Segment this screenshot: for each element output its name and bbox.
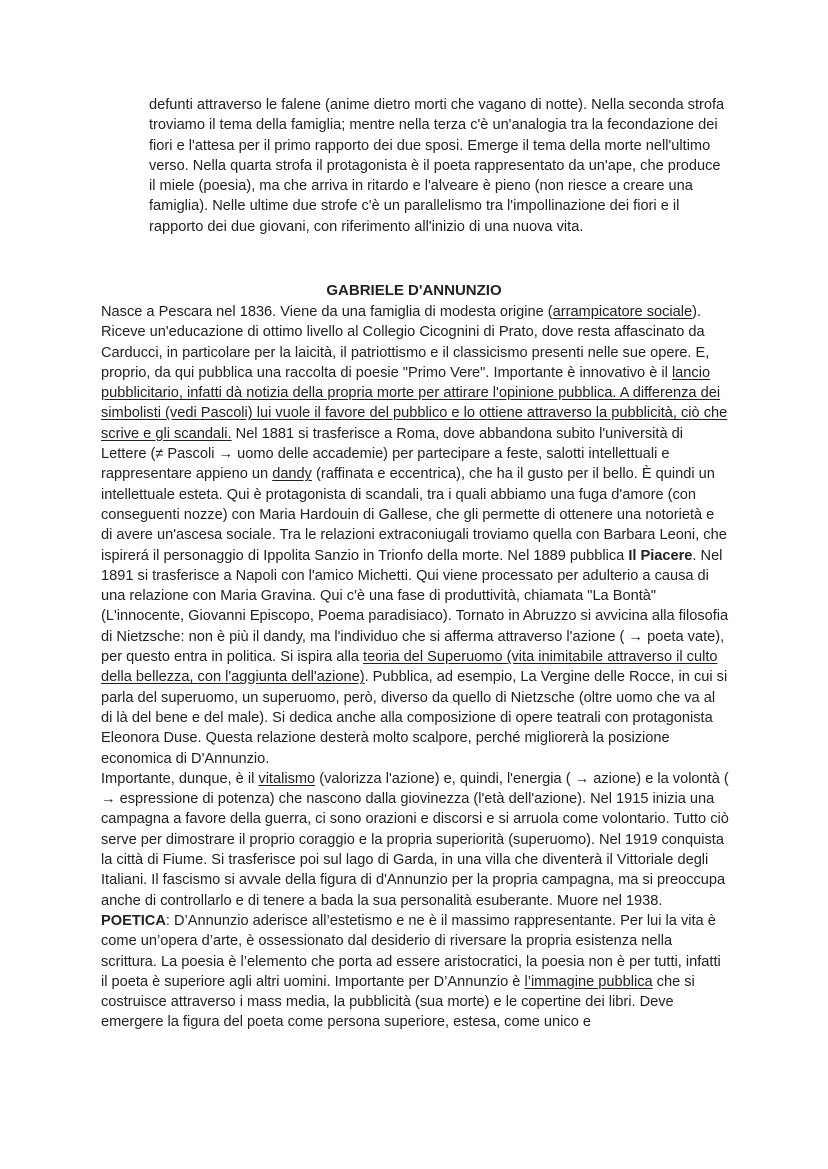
biography-body bbox=[101, 302, 729, 1033]
bold-heading: POETICA bbox=[101, 912, 166, 929]
text-run: ). Riceve un'educazione di ottimo livello al Collegio Cicognini di Prato, dove resta affascinato da Carducci, in particolare per la laicità, il patriottismo e il classicismo presenti nelle sue opere. E, proprio, da qui pubblica una raccolta di poesie "Primo Vere". Importante è innovativo è il bbox=[101, 304, 710, 381]
text-run: (valorizza l'azione) e, quindi, l'energia ( → azione) e la volontà ( → espressione di potenza) che nascono dalla giovinezza (l'età dell'azione). Nel 1915 inizia una campagna a favore della guerra, ci sono orazioni e discorsi e si arruola come volontario. Tutto ciò serve per dimostrare il proprio coraggio e la propria superiorità (superuomo). Nel 1919 conquista la città di Fiume. Si trasferisce poi sul lago di Garda, in una villa che diventerà il Vittoriale degli Italiani. Il fascismo si avvale della figura di d'Annunzio per la propria campagna, ma si preoccupa anche di controllarlo e di tenere a bada la sua personalità esuberante. Muore nel 1938. bbox=[101, 770, 729, 909]
text-run: Nel 1881 si trasferisce a Roma, dove abbandona subito l'università di Lettere (≠ Pascoli → uomo delle accademie) per partecipare a feste, salotti intellettuali e rappresentare appieno un bbox=[101, 425, 683, 483]
intro-paragraph bbox=[149, 95, 729, 237]
text-run: . Nel 1891 si trasferisce a Napoli con l'amico Michetti. Qui viene processato per adulterio a causa di una relazione con Maria Gravina. Qui c'è una fase di produttività, chiamata "La Bontà" (L'innocente, Giovanni Episcopo, Poema paradisiaco). Tornato in Abruzzo si avvicina alla filosofia di Nietzsche: non è più il dandy, ma l'individuo che si afferma attraverso l'azione ( → poeta vate), per questo entra in politica. Si ispira alla bbox=[101, 547, 729, 666]
poetica-paragraph bbox=[101, 911, 729, 1033]
underlined-text: lancio pubblicitario, infatti dà notizia della propria morte per attirare l'opinione pubblica. A differenza dei simbolisti (vedi Pascoli) lui vuole il favore del pubblico e lo ottiene attraverso la pubblicità, ciò che scrive e gli scandali. bbox=[101, 364, 728, 442]
underlined-text: arrampicatore sociale bbox=[552, 304, 693, 320]
text-run: Importante, dunque, è il bbox=[101, 770, 259, 787]
underlined-text: dandy bbox=[272, 466, 312, 483]
intro-text: defunti attraverso le falene (anime dietro morti che vagano di notte). Nella seconda strofa troviamo il tema della famiglia; mentre nella terza c'è un'analogia tra la fecondazione dei fiori e l'attesa per il primo rapporto dei due sposi. Emerge il tema della morte nell'ultimo verso. Nella quarta strofa il protagonista è il poeta rappresentato da un'ape, che produce il miele (poesia), ma che arriva in ritardo e l'alveare è pieno (non riesce a creare una famiglia). Nelle ultime due strofe c'è un parallelismo tra l'impollinazione dei fiori e il rapporto dei due giovani, con riferimento all'inizio di una nuova vita. bbox=[149, 97, 725, 235]
vitalism-paragraph bbox=[101, 769, 729, 911]
text-run: che si costruisce attraverso i mass media, la pubblicità (sua morte) e le copertine dei libri. Deve emergere la figura del poeta come persona superiore, estesa, come unico e bbox=[101, 973, 695, 1031]
underlined-text: teoria del Superuomo (vita inimitabile attraverso il culto della bellezza, con l'aggiunta dell'azione) bbox=[101, 649, 718, 686]
bold-title: Il Piacere bbox=[628, 547, 693, 564]
underlined-text: l’immagine pubblica bbox=[524, 973, 653, 990]
text-run: (raffinata e eccentrica), che ha il gusto per il bello. È quindi un intellettuale esteta. Qui è protagonista di scandali, tra i quali abbiamo una fuga d'amore (con conseguenti nozze) con Maria Hardouin di Gallese, che gli permette di ottenere una notorietà e di avere un'ascesa sociale. Tra le relazioni extraconiugali troviamo quella con Barbara Leoni, che ispirerá il personaggio di Ippolita Sanzio in Trionfo della morte. Nel 1889 pubblica bbox=[101, 466, 727, 564]
underlined-text: vitalismo bbox=[258, 770, 316, 787]
text-run: : D’Annunzio aderisce all’estetismo e ne è il massimo rappresentante. Per lui la vita è come un’opera d’arte, è ossessionato dal desiderio di riversare la propria esistenza nella scrittura. La poesia è l’elemento che porta ad essere aristocratici, la poesia non è per tutti, infatti il poeta è superiore agli altri uomini. Importante per D’Annunzio è bbox=[101, 912, 721, 990]
text-run: Nasce a Pescara nel 1836. Viene da una famiglia di modesta origine ( bbox=[101, 304, 553, 320]
biography-paragraph bbox=[101, 302, 729, 769]
section-title: GABRIELE D'ANNUNZIO bbox=[326, 282, 502, 299]
text-run: . Pubblica, ad esempio, La Vergine delle Rocce, in cui si parla del superuomo, un superuomo, però, diverso da quello di Nietzsche (oltre uomo che va al di là del bene e del male). Si dedica anche alla composizione di opere teatrali con protagonista Eleonora Duse. Questa relazione desterà molto scalpore, perché migliorerà la posizione economica di D'Annunzio. bbox=[101, 669, 728, 767]
